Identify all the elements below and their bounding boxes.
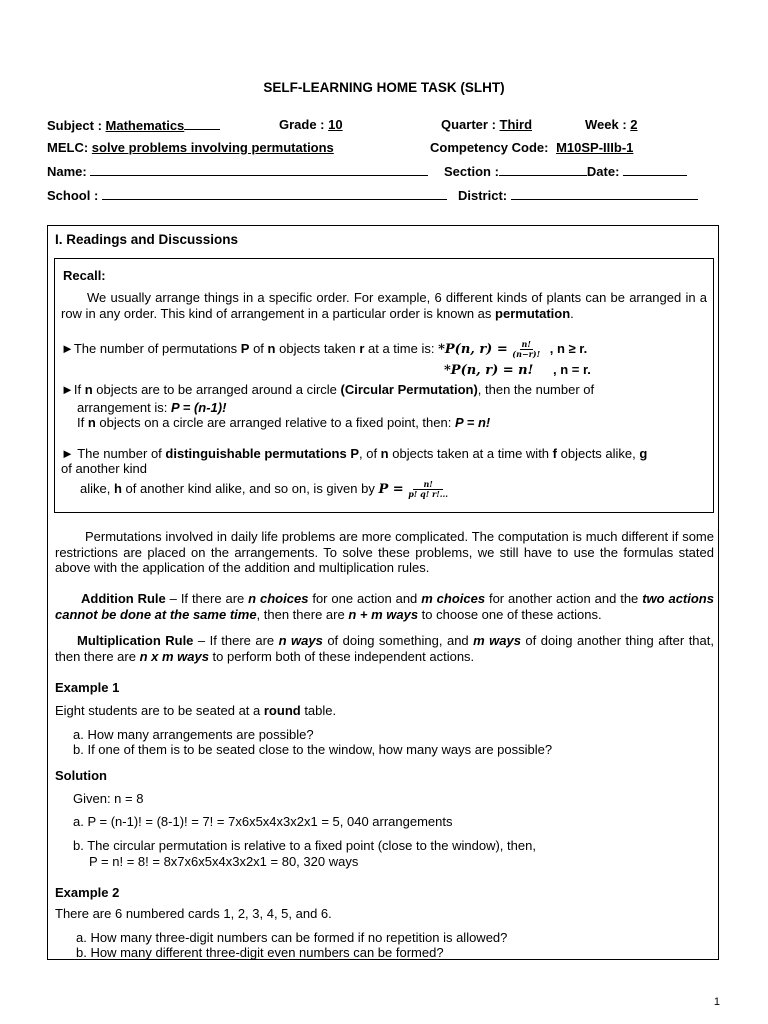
district-field[interactable] [458,187,698,203]
bullet2-text-a: ►If [61,382,85,397]
multiplication-rule-text-d: to perform both of these independent actions. [208,648,475,664]
bullet2-n: n [84,382,93,397]
example1-round: round [263,703,301,718]
bullet2-text-b: objects are to be arranged around a circle [92,382,341,397]
multiplication-rule-n: n ways [278,633,323,648]
bullet1-n: n [267,341,276,356]
page-number: 1 [713,996,720,1008]
section-label: Section : [444,164,499,179]
bullet3-text-a: ► The number of [61,446,166,461]
grade-label: Grade : [279,117,325,132]
circular-formula: P = (n-1)! [170,400,227,415]
school-field[interactable] [47,187,447,203]
grade-value: 10 [328,117,343,132]
permutation-intro-paragraph: Permutations involved in daily life problems are more complicated. The computation is much different if some restrictions are placed on the arrangements. To solve these problems, we still have to use the formulas stated above with the application of the addition and multiplication rules. [55,529,714,575]
recall-heading: Recall: [63,268,106,283]
bullet2-line3-text-b: objects on a circle are arranged relative to a fixed point, then: [95,415,455,430]
multiplication-rule-label: Multiplication Rule [77,633,194,648]
bullet3-line3-text-b: of another kind alike, and so on, is given by [121,481,379,496]
competency-value: M10SP-IIIb-1 [556,140,634,155]
date-blank[interactable] [623,163,687,176]
date-label: Date: [586,164,620,179]
subject-label: Subject : [47,118,102,133]
week-value: 2 [630,117,638,132]
formula2-condition: , n = r. [552,362,591,377]
recall-intro-text: We usually arrange things in a specific order. For example, 6 different kinds of plants can be arranged in a row in any order. This kind of arrangement in a particular order is known as [61,290,707,321]
formula1-numerator: n! [521,339,531,350]
subject-value: Mathematics [105,118,185,133]
addition-rule-text-a: – If there are [165,591,249,606]
page-title: SELF-LEARNING HOME TASK (SLHT) [263,80,505,95]
melc-value: solve problems involving permutations [91,140,334,155]
permutation-bullet [61,340,587,359]
bullet1-P: P [240,341,250,356]
name-blank[interactable] [90,163,428,176]
multiplication-rule-text-c: of doing another thing after that, then there are [55,633,714,664]
quarter-value: Third [499,117,533,132]
solution-a: a. P = (n-1)! = (8-1)! = 7! = 7x6x5x4x3x2x1 = 5, 040 arrangements [73,814,453,829]
name-label: Name: [47,164,87,179]
example2-question-b: b. How many different three-digit even numbers can be formed? [76,945,444,960]
multiplication-rule-text-a: – If there are [193,633,279,648]
addition-rule-text-c: for another action and the [485,591,643,606]
section-heading: I. Readings and Discussions [55,232,239,247]
multiplication-rule-paragraph [55,633,714,664]
melc-label: MELC: [47,140,89,155]
bullet2-line3-text-a: If [77,415,88,430]
subject-blank [184,117,220,130]
bullet1-text-d: at a time is: [364,341,439,356]
week-field [585,117,638,132]
example1-text-b: table. [300,703,337,718]
formula1-condition: , n ≥ r. [549,341,588,356]
fixed-point-line [77,415,490,430]
school-label: School : [47,188,99,203]
example2-text: There are 6 numbered cards 1, 2, 3, 4, 5, and 6. [55,906,332,921]
bullet2-line3-n: n [87,415,96,430]
bullet1-text-b: of [249,341,268,356]
example1-heading: Example 1 [55,680,120,695]
bullet3-bold: distinguishable permutations P [165,446,359,461]
formula3-fraction [408,480,448,499]
formula2 [444,362,591,378]
addition-rule-label: Addition Rule [81,591,166,606]
circular-formula-line [77,400,226,415]
bullet3-n: n [380,446,389,461]
fixed-point-formula: P = n! [454,415,491,430]
formula1-denominator: (n−r)! [512,349,541,360]
solution-b-line1: b. The circular permutation is relative to a fixed point (close to the window), then, [73,838,536,853]
bullet3-f: f [552,446,557,461]
multiplication-rule-nm: n x m ways [139,648,209,664]
example1-question-a: a. How many arrangements are possible? [73,727,314,742]
bullet1-r: r [359,341,365,356]
bullet3-text-c: objects taken at a time with [388,446,553,461]
addition-rule-nm: n + m ways [348,606,419,622]
bullet3-line2: of another kind [61,461,148,476]
addition-rule-text-e: to choose one of these actions. [418,606,602,622]
addition-rule-n: n choices [248,591,309,606]
addition-rule-text-d: , then there are [256,606,349,622]
quarter-field [441,117,532,132]
formula3-numerator: n! [413,480,442,490]
bullet3-g: g [639,446,648,461]
quarter-label: Quarter : [441,117,496,132]
recall-intro-end: . [570,305,574,321]
section-field[interactable] [444,163,687,179]
bullet3-text-d: objects alike, [557,446,640,461]
example1-question-b: b. If one of them is to be seated close to the window, how many ways are possible? [73,742,553,757]
formula3-lhs: P = [378,482,409,497]
name-field[interactable] [47,163,428,179]
bullet2-text-c: , then the number of [477,382,595,397]
multiplication-rule-text-b: of doing something, and [322,633,474,648]
week-label: Week : [585,117,627,132]
example2-question-a: a. How many three-digit numbers can be formed if no repetition is allowed? [76,930,508,945]
distinguishable-bullet [61,446,647,461]
formula3-denominator: p! q! r!... [408,489,449,500]
bullet3-line3 [80,478,448,501]
recall-intro-bold: permutation [495,305,571,321]
subject-field [47,117,220,133]
recall-intro [61,290,707,321]
competency-label: Competency Code: [430,140,549,155]
competency-field [430,140,633,155]
school-blank[interactable] [102,187,447,200]
formula1-lhs: *P(n, r) = [438,342,513,357]
solution-given: Given: n = 8 [73,791,144,806]
addition-rule-paragraph [55,591,714,622]
bullet3-line3-h: h [113,481,122,496]
section-blank[interactable] [499,163,587,176]
bullet2-bold: (Circular Permutation) [340,382,478,397]
bullet1-text-c: objects taken [275,341,360,356]
addition-rule-m: m choices [421,591,486,606]
solution-b-line2: P = n! = 8! = 8x7x6x5x4x3x2x1 = 80, 320 ways [89,854,359,869]
multiplication-rule-m: m ways [473,633,521,648]
addition-rule-text-b: for one action and [308,591,422,606]
bullet2-line2-text: arrangement is: [77,400,171,415]
bullet3-line3-text-a: alike, [80,481,114,496]
example1-text-a: Eight students are to be seated at a [55,703,264,718]
bullet3-text-b: , of [358,446,381,461]
district-label: District: [458,188,508,203]
addition-rule-two-actions: two actions cannot be done at the same time [55,591,714,622]
bullet1-text-a: ►The number of permutations [61,341,241,356]
circular-bullet [61,382,594,397]
example1-text [55,703,336,718]
formula2-expr: *P(n, r) = n! [444,363,534,378]
solution-heading: Solution [55,768,107,783]
district-blank[interactable] [511,187,698,200]
melc-field [47,140,334,155]
grade-field [279,117,343,132]
formula1-fraction [512,340,540,359]
example2-heading: Example 2 [55,885,120,900]
